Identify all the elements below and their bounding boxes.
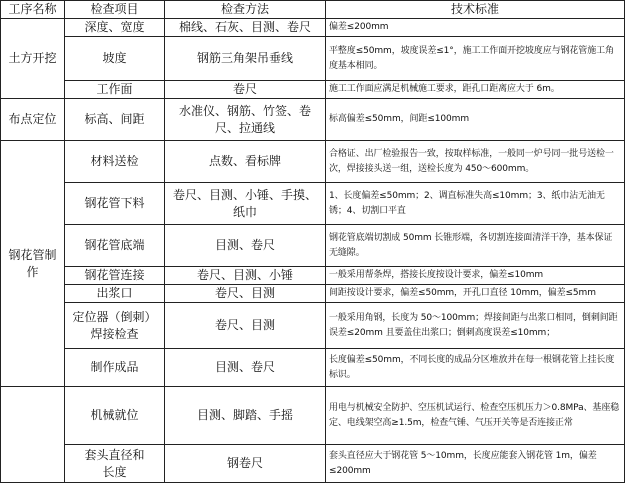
table-row	[1, 183, 625, 225]
method-cell: 目测、卷尺	[165, 225, 326, 267]
method-cell: 钢筋三角架吊垂线	[165, 37, 326, 81]
standard-cell: 标高偏差≤50mm，间距≤100mm	[326, 99, 625, 141]
table-row	[1, 19, 625, 37]
item-cell: 制作成品	[65, 349, 165, 387]
table-row	[1, 37, 625, 81]
method-cell: 目测、脚踏、手摇	[165, 387, 326, 445]
standard-cell: 合格证、出厂检验报告一致，按取样标准，一般同一炉号同一批号送检一次，焊接接头送一组，送检长度为 450～600mm。	[326, 141, 625, 183]
standard-cell: 平整度≤50mm，坡度误差≤1°，施工工作面开挖坡度应与钢花管施工角度基本相同。	[326, 37, 625, 81]
header-inspection-method: 检查方法	[165, 1, 326, 19]
item-cell: 材料送检	[65, 141, 165, 183]
category-label: 钢花管制作	[8, 247, 57, 279]
item-cell: 深度、宽度	[65, 19, 165, 37]
table-row	[1, 267, 625, 285]
method-cell: 棉线、石灰、目测、卷尺	[165, 19, 326, 37]
table-row	[1, 81, 625, 99]
item-cell: 定位器（倒刺）焊接检查	[65, 303, 165, 349]
item-cell: 钢花管底端	[65, 225, 165, 267]
item-cell	[65, 445, 165, 483]
item-cell: 机械就位	[65, 387, 165, 445]
header-process-name: 工序名称	[1, 1, 65, 19]
item-cell: 钢花管下料	[65, 183, 165, 225]
item-cell: 出浆口	[65, 285, 165, 303]
method-cell: 卷尺、目测	[165, 303, 326, 349]
method-cell: 点数、看标牌	[165, 141, 326, 183]
header-row	[1, 1, 625, 19]
standard-cell: 施工工作面应满足机械施工要求，距孔口距离应大于 6m。	[326, 81, 625, 99]
standard-cell: 长度偏差≤50mm，不同长度的成品分区堆放并在每一根钢花管上挂长度标识。	[326, 349, 625, 387]
method-cell: 钢卷尺	[165, 445, 326, 483]
table-row	[1, 141, 625, 183]
item-cell: 工作面	[65, 81, 165, 99]
method-cell: 目测、卷尺	[165, 349, 326, 387]
category-cell	[1, 141, 65, 387]
category-cell: 布点定位	[1, 99, 65, 141]
item-cell: 标高、间距	[65, 99, 165, 141]
method-cell: 卷尺、目测、小锤	[165, 267, 326, 285]
standard-cell: 一般采用帮条焊，搭接长度按设计要求，偏差≤10mm	[326, 267, 625, 285]
standard-cell: 偏差≤200mm	[326, 19, 625, 37]
table-row	[1, 303, 625, 349]
table-row	[1, 445, 625, 483]
item-label: 套头直径和长度	[84, 447, 145, 479]
table-row	[1, 349, 625, 387]
standard-cell: 用电与机械安全防护、空压机试运行、检查空压机压力＞0.8MPa、基座稳定、电线架空高≥1.5m，检查气锤、气压开关等是否连接正常	[326, 387, 625, 445]
standard-cell: 1、长度偏差≤50mm；2、调直标准失高≤10mm；3、纸巾沾无油无锈；4、切割口平直	[326, 183, 625, 225]
standard-cell: 钢花管底端切割成 50mm 长锥形端，各切割连接面清洋干净，基本保证无缝隙。	[326, 225, 625, 267]
table-row	[1, 387, 625, 445]
category-cell: 土方开挖	[1, 19, 65, 99]
standard-cell: 间距按设计要求，偏差≤50mm，开孔口直径 10mm，偏差≤5mm	[326, 285, 625, 303]
table-row	[1, 225, 625, 267]
table-row	[1, 285, 625, 303]
standard-cell: 一般采用角钢，长度为 50～100mm；焊接间距与出浆口相同，倒刺间距误差≤20mm 且要盖住出浆口；倒刺高度误差≤10mm；	[326, 303, 625, 349]
item-cell: 坡度	[65, 37, 165, 81]
category-cell	[1, 387, 65, 483]
header-technical-standard: 技术标准	[326, 1, 625, 19]
method-cell: 卷尺、目测、小锤、手摸、纸巾	[165, 183, 326, 225]
method-cell: 水准仪、钢筋、竹签、卷尺、拉通线	[165, 99, 326, 141]
method-cell: 卷尺	[165, 81, 326, 99]
header-inspection-item: 检查项目	[65, 1, 165, 19]
standard-cell: 套头直径应大于钢花管 5～10mm，长度应能套入钢花管 1m，偏差≤200mm	[326, 445, 625, 483]
method-cell: 卷尺、目测	[165, 285, 326, 303]
item-cell: 钢花管连接	[65, 267, 165, 285]
table-row	[1, 99, 625, 141]
